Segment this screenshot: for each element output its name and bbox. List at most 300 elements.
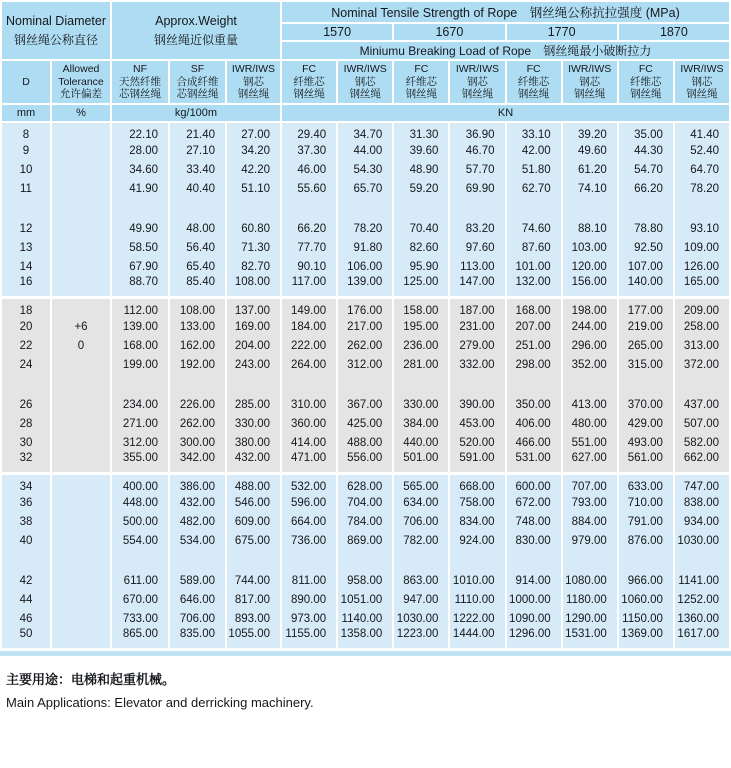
spacer-cell [281, 550, 337, 571]
value-cell: 400.00 [111, 474, 169, 494]
value-cell: 546.00 [226, 493, 281, 512]
tolerance-value: 0 [51, 336, 111, 355]
value-cell: 262.00 [169, 414, 226, 433]
value-cell: 1444.00 [449, 628, 505, 650]
value-cell: 54.30 [337, 160, 393, 179]
value-cell: 296.00 [562, 336, 618, 355]
value-cell: 672.00 [506, 493, 562, 512]
group-spacer-row [1, 374, 730, 395]
value-cell: 596.00 [281, 493, 337, 512]
value-cell: 500.00 [111, 512, 169, 531]
value-cell: 93.10 [674, 219, 730, 238]
spec-row-d36 [1, 493, 730, 512]
spacer-cell [169, 198, 226, 219]
value-cell: 243.00 [226, 355, 281, 374]
value-cell: 103.00 [562, 238, 618, 257]
value-cell: 27.10 [169, 141, 226, 160]
value-cell: 64.70 [674, 160, 730, 179]
spacer-cell [337, 550, 393, 571]
value-cell: 108.00 [169, 298, 226, 318]
value-cell: 425.00 [337, 414, 393, 433]
value-cell: 440.00 [393, 433, 449, 452]
value-cell: 471.00 [281, 452, 337, 474]
value-cell: 330.00 [226, 414, 281, 433]
unit-d: mm [1, 104, 51, 122]
iwr-zh1: 钢芯 [354, 75, 376, 88]
approx-weight-label-zh: 钢丝绳近似重量 [153, 32, 238, 47]
value-cell: 531.00 [506, 452, 562, 474]
value-cell: 78.20 [674, 179, 730, 198]
col-header-iwr-1670 [449, 60, 505, 104]
tolerance-value [51, 609, 111, 628]
value-cell: 34.70 [337, 122, 393, 141]
value-cell: 312.00 [111, 433, 169, 452]
value-cell: 342.00 [169, 452, 226, 474]
nf-zh1: 天然纤维 [119, 75, 161, 88]
tolerance-value: +6 [51, 317, 111, 336]
value-cell: 782.00 [393, 531, 449, 550]
value-cell: 51.80 [506, 160, 562, 179]
value-cell: 1252.00 [674, 590, 730, 609]
value-cell: 42.20 [226, 160, 281, 179]
value-cell: 22.10 [111, 122, 169, 141]
value-cell: 1060.00 [618, 590, 674, 609]
value-cell: 1141.00 [674, 571, 730, 590]
value-cell: 1296.00 [506, 628, 562, 650]
value-cell: 706.00 [393, 512, 449, 531]
diameter-value: 26 [1, 395, 51, 414]
fc-zh2: 钢丝绳 [517, 88, 550, 101]
spacer-cell [51, 198, 111, 219]
value-cell: 39.20 [562, 122, 618, 141]
value-cell: 884.00 [562, 512, 618, 531]
fc-zh2: 钢丝绳 [630, 88, 662, 101]
iwr-code: IWR/IWS [343, 63, 387, 76]
value-cell: 834.00 [449, 512, 505, 531]
unit-weight: kg/100m [111, 104, 281, 122]
value-cell: 21.40 [169, 122, 226, 141]
value-cell: 192.00 [169, 355, 226, 374]
spacer-cell [281, 374, 337, 395]
value-cell: 947.00 [393, 590, 449, 609]
value-cell: 744.00 [226, 571, 281, 590]
iwr-zh1: 钢芯 [579, 75, 601, 88]
value-cell: 195.00 [393, 317, 449, 336]
value-cell: 262.00 [337, 336, 393, 355]
value-cell: 55.60 [281, 179, 337, 198]
value-cell: 372.00 [674, 355, 730, 374]
tolerance-value [51, 474, 111, 494]
value-cell: 300.00 [169, 433, 226, 452]
value-cell: 1110.00 [449, 590, 505, 609]
value-cell: 817.00 [226, 590, 281, 609]
spec-row-d42 [1, 571, 730, 590]
diameter-value: 34 [1, 474, 51, 494]
spacer-cell [111, 374, 169, 395]
value-cell: 29.40 [281, 122, 337, 141]
iwr-zh2: 钢丝绳 [573, 88, 606, 101]
value-cell: 670.00 [111, 590, 169, 609]
value-cell: 140.00 [618, 276, 674, 298]
iwr-zh2: 钢丝绳 [349, 88, 381, 101]
value-cell: 865.00 [111, 628, 169, 650]
diameter-value: 40 [1, 531, 51, 550]
col-header-tolerance [51, 60, 111, 104]
tolerance-value [51, 512, 111, 531]
value-cell: 184.00 [281, 317, 337, 336]
value-cell: 668.00 [449, 474, 505, 494]
strength-1770: 1770 [506, 23, 618, 41]
header-row-units [1, 104, 730, 122]
unit-tolerance: % [51, 104, 111, 122]
value-cell: 37.30 [281, 141, 337, 160]
strength-1570: 1570 [281, 23, 393, 41]
iwr-code: IWR/IWS [680, 63, 724, 76]
spec-row-d40 [1, 531, 730, 550]
spacer-cell [393, 550, 449, 571]
spacer-cell [51, 374, 111, 395]
value-cell: 448.00 [111, 493, 169, 512]
col-header-iwr-1870 [674, 60, 730, 104]
tolerance-label-zh: 允许偏差 [60, 88, 102, 101]
iwr-code: IWR/IWS [455, 63, 500, 76]
spacer-cell [562, 550, 618, 571]
tolerance-value [51, 298, 111, 318]
value-cell: 34.20 [226, 141, 281, 160]
value-cell: 1617.00 [674, 628, 730, 650]
value-cell: 149.00 [281, 298, 337, 318]
value-cell: 332.00 [449, 355, 505, 374]
spec-row-d46 [1, 609, 730, 628]
spacer-cell [226, 374, 281, 395]
tensile-strength-header [281, 1, 730, 23]
tolerance-value [51, 590, 111, 609]
value-cell: 979.00 [562, 531, 618, 550]
value-cell: 591.00 [449, 452, 505, 474]
value-cell: 453.00 [449, 414, 505, 433]
value-cell: 39.60 [393, 141, 449, 160]
value-cell: 609.00 [226, 512, 281, 531]
value-cell: 56.40 [169, 238, 226, 257]
value-cell: 82.60 [393, 238, 449, 257]
tolerance-value [51, 531, 111, 550]
value-cell: 198.00 [562, 298, 618, 318]
value-cell: 480.00 [562, 414, 618, 433]
spec-row-d28 [1, 414, 730, 433]
value-cell: 330.00 [393, 395, 449, 414]
col-header-fc-1770 [506, 60, 562, 104]
value-cell: 1360.00 [674, 609, 730, 628]
value-cell: 231.00 [449, 317, 505, 336]
spacer-cell [226, 550, 281, 571]
value-cell: 298.00 [506, 355, 562, 374]
breaking-load-label-zh: 钢丝绳最小破断拉力 [543, 44, 652, 58]
value-cell: 646.00 [169, 590, 226, 609]
diameter-value: 32 [1, 452, 51, 474]
value-cell: 675.00 [226, 531, 281, 550]
spec-row-d10 [1, 160, 730, 179]
value-cell: 355.00 [111, 452, 169, 474]
group-spacer-row [1, 198, 730, 219]
value-cell: 600.00 [506, 474, 562, 494]
value-cell: 117.00 [281, 276, 337, 298]
tolerance-value [51, 355, 111, 374]
tolerance-value [51, 122, 111, 141]
sf-zh1: 合成纤维 [176, 75, 219, 88]
value-cell: 40.40 [169, 179, 226, 198]
approx-weight-label-en: Approx.Weight [155, 13, 237, 28]
value-cell: 350.00 [506, 395, 562, 414]
spacer-cell [618, 198, 674, 219]
value-cell: 88.10 [562, 219, 618, 238]
value-cell: 386.00 [169, 474, 226, 494]
value-cell: 57.70 [449, 160, 505, 179]
value-cell: 58.50 [111, 238, 169, 257]
spacer-cell [169, 550, 226, 571]
spacer-cell [337, 374, 393, 395]
spacer-cell [1, 550, 51, 571]
nf-code: NF [133, 63, 147, 76]
tolerance-label-en: Allowed Tolerance [58, 63, 104, 88]
spec-row-d18 [1, 298, 730, 318]
diameter-value: 38 [1, 512, 51, 531]
iwr-code: IWR/IWS [231, 63, 276, 76]
spacer-cell [506, 198, 562, 219]
value-cell: 466.00 [506, 433, 562, 452]
tolerance-value [51, 219, 111, 238]
breaking-load-label-en: Miniumu Breaking Load of Rope [359, 44, 532, 58]
diameter-value: 13 [1, 238, 51, 257]
tolerance-value [51, 160, 111, 179]
value-cell: 367.00 [337, 395, 393, 414]
spec-row-d16 [1, 276, 730, 298]
header-row-groups [1, 1, 730, 23]
main-applications-note [0, 656, 731, 724]
fc-code: FC [414, 63, 429, 76]
value-cell: 234.00 [111, 395, 169, 414]
group-spacer-row [1, 550, 730, 571]
value-cell: 791.00 [618, 512, 674, 531]
value-cell: 437.00 [674, 395, 730, 414]
value-cell: 54.70 [618, 160, 674, 179]
tensile-strength-label-en: Nominal Tensile Strength of Rope [331, 6, 518, 20]
col-header-iwr-1570 [337, 60, 393, 104]
value-cell: 48.00 [169, 219, 226, 238]
value-cell: 137.00 [226, 298, 281, 318]
spacer-cell [226, 198, 281, 219]
value-cell: 90.10 [281, 257, 337, 276]
value-cell: 863.00 [393, 571, 449, 590]
value-cell: 187.00 [449, 298, 505, 318]
spec-row-d12 [1, 219, 730, 238]
tolerance-value [51, 238, 111, 257]
value-cell: 27.00 [226, 122, 281, 141]
value-cell: 488.00 [337, 433, 393, 452]
value-cell: 28.00 [111, 141, 169, 160]
value-cell: 838.00 [674, 493, 730, 512]
fc-zh2: 钢丝绳 [293, 88, 325, 101]
nf-zh2: 芯钢丝绳 [119, 88, 161, 101]
breaking-load-header [281, 41, 730, 60]
fc-zh1: 纤维芯 [517, 75, 550, 88]
spacer-cell [393, 374, 449, 395]
value-cell: 370.00 [618, 395, 674, 414]
fc-code: FC [638, 63, 653, 76]
spacer-cell [506, 550, 562, 571]
value-cell: 271.00 [111, 414, 169, 433]
value-cell: 70.40 [393, 219, 449, 238]
value-cell: 1055.00 [226, 628, 281, 650]
value-cell: 1369.00 [618, 628, 674, 650]
diameter-value: 11 [1, 179, 51, 198]
value-cell: 199.00 [111, 355, 169, 374]
value-cell: 156.00 [562, 276, 618, 298]
diameter-value: 46 [1, 609, 51, 628]
value-cell: 51.10 [226, 179, 281, 198]
value-cell: 132.00 [506, 276, 562, 298]
value-cell: 706.00 [169, 609, 226, 628]
value-cell: 125.00 [393, 276, 449, 298]
spacer-cell [169, 374, 226, 395]
value-cell: 97.60 [449, 238, 505, 257]
tolerance-value [51, 571, 111, 590]
value-cell: 520.00 [449, 433, 505, 452]
spacer-cell [51, 550, 111, 571]
value-cell: 46.70 [449, 141, 505, 160]
value-cell: 120.00 [562, 257, 618, 276]
value-cell: 106.00 [337, 257, 393, 276]
value-cell: 565.00 [393, 474, 449, 494]
value-cell: 1051.00 [337, 590, 393, 609]
nominal-diameter-header [1, 1, 111, 60]
diameter-value: 20 [1, 317, 51, 336]
col-header-fc-1570 [281, 60, 337, 104]
value-cell: 747.00 [674, 474, 730, 494]
iwr-zh1: 钢芯 [243, 75, 264, 88]
value-cell: 279.00 [449, 336, 505, 355]
value-cell: 1180.00 [562, 590, 618, 609]
spacer-cell [1, 198, 51, 219]
spacer-cell [111, 550, 169, 571]
value-cell: 360.00 [281, 414, 337, 433]
value-cell: 222.00 [281, 336, 337, 355]
value-cell: 1010.00 [449, 571, 505, 590]
value-cell: 707.00 [562, 474, 618, 494]
value-cell: 561.00 [618, 452, 674, 474]
value-cell: 107.00 [618, 257, 674, 276]
table-body [1, 122, 730, 650]
value-cell: 1150.00 [618, 609, 674, 628]
value-cell: 165.00 [674, 276, 730, 298]
value-cell: 784.00 [337, 512, 393, 531]
spec-row-d50 [1, 628, 730, 650]
iwr-zh2: 钢丝绳 [237, 88, 270, 101]
value-cell: 113.00 [449, 257, 505, 276]
value-cell: 41.40 [674, 122, 730, 141]
table-header [1, 1, 730, 122]
value-cell: 758.00 [449, 493, 505, 512]
value-cell: 1140.00 [337, 609, 393, 628]
value-cell: 78.20 [337, 219, 393, 238]
col-header-iwr-1770 [562, 60, 618, 104]
value-cell: 139.00 [337, 276, 393, 298]
value-cell: 876.00 [618, 531, 674, 550]
spacer-cell [111, 198, 169, 219]
value-cell: 627.00 [562, 452, 618, 474]
value-cell: 634.00 [393, 493, 449, 512]
value-cell: 71.30 [226, 238, 281, 257]
value-cell: 1290.00 [562, 609, 618, 628]
spec-row-d8 [1, 122, 730, 141]
value-cell: 413.00 [562, 395, 618, 414]
value-cell: 168.00 [111, 336, 169, 355]
value-cell: 109.00 [674, 238, 730, 257]
value-cell: 91.80 [337, 238, 393, 257]
tolerance-value [51, 493, 111, 512]
diameter-value: 10 [1, 160, 51, 179]
value-cell: 219.00 [618, 317, 674, 336]
value-cell: 664.00 [281, 512, 337, 531]
value-cell: 507.00 [674, 414, 730, 433]
spacer-cell [674, 374, 730, 395]
unit-load: KN [281, 104, 730, 122]
value-cell: 67.90 [111, 257, 169, 276]
value-cell: 285.00 [226, 395, 281, 414]
value-cell: 934.00 [674, 512, 730, 531]
value-cell: 65.40 [169, 257, 226, 276]
spacer-cell [562, 198, 618, 219]
value-cell: 432.00 [226, 452, 281, 474]
nominal-diameter-label-en: Nominal Diameter [5, 13, 107, 28]
value-cell: 554.00 [111, 531, 169, 550]
value-cell: 704.00 [337, 493, 393, 512]
value-cell: 82.70 [226, 257, 281, 276]
spec-row-d30 [1, 433, 730, 452]
spacer-cell [618, 550, 674, 571]
value-cell: 36.90 [449, 122, 505, 141]
col-header-sf [169, 60, 226, 104]
tolerance-value [51, 628, 111, 650]
spec-row-d22 [1, 336, 730, 355]
spec-row-d44 [1, 590, 730, 609]
value-cell: 31.30 [393, 122, 449, 141]
spec-row-d32 [1, 452, 730, 474]
value-cell: 88.70 [111, 276, 169, 298]
tolerance-value [51, 141, 111, 160]
value-cell: 958.00 [337, 571, 393, 590]
value-cell: 169.00 [226, 317, 281, 336]
spec-row-d11 [1, 179, 730, 198]
spacer-cell [674, 550, 730, 571]
value-cell: 101.00 [506, 257, 562, 276]
value-cell: 87.60 [506, 238, 562, 257]
value-cell: 384.00 [393, 414, 449, 433]
value-cell: 1223.00 [393, 628, 449, 650]
tolerance-value [51, 395, 111, 414]
diameter-value: 30 [1, 433, 51, 452]
col-header-nf [111, 60, 169, 104]
value-cell: 482.00 [169, 512, 226, 531]
value-cell: 41.90 [111, 179, 169, 198]
value-cell: 589.00 [169, 571, 226, 590]
diameter-value: 44 [1, 590, 51, 609]
spacer-cell [674, 198, 730, 219]
spec-row-d14 [1, 257, 730, 276]
value-cell: 162.00 [169, 336, 226, 355]
value-cell: 204.00 [226, 336, 281, 355]
value-cell: 432.00 [169, 493, 226, 512]
diameter-value: 12 [1, 219, 51, 238]
